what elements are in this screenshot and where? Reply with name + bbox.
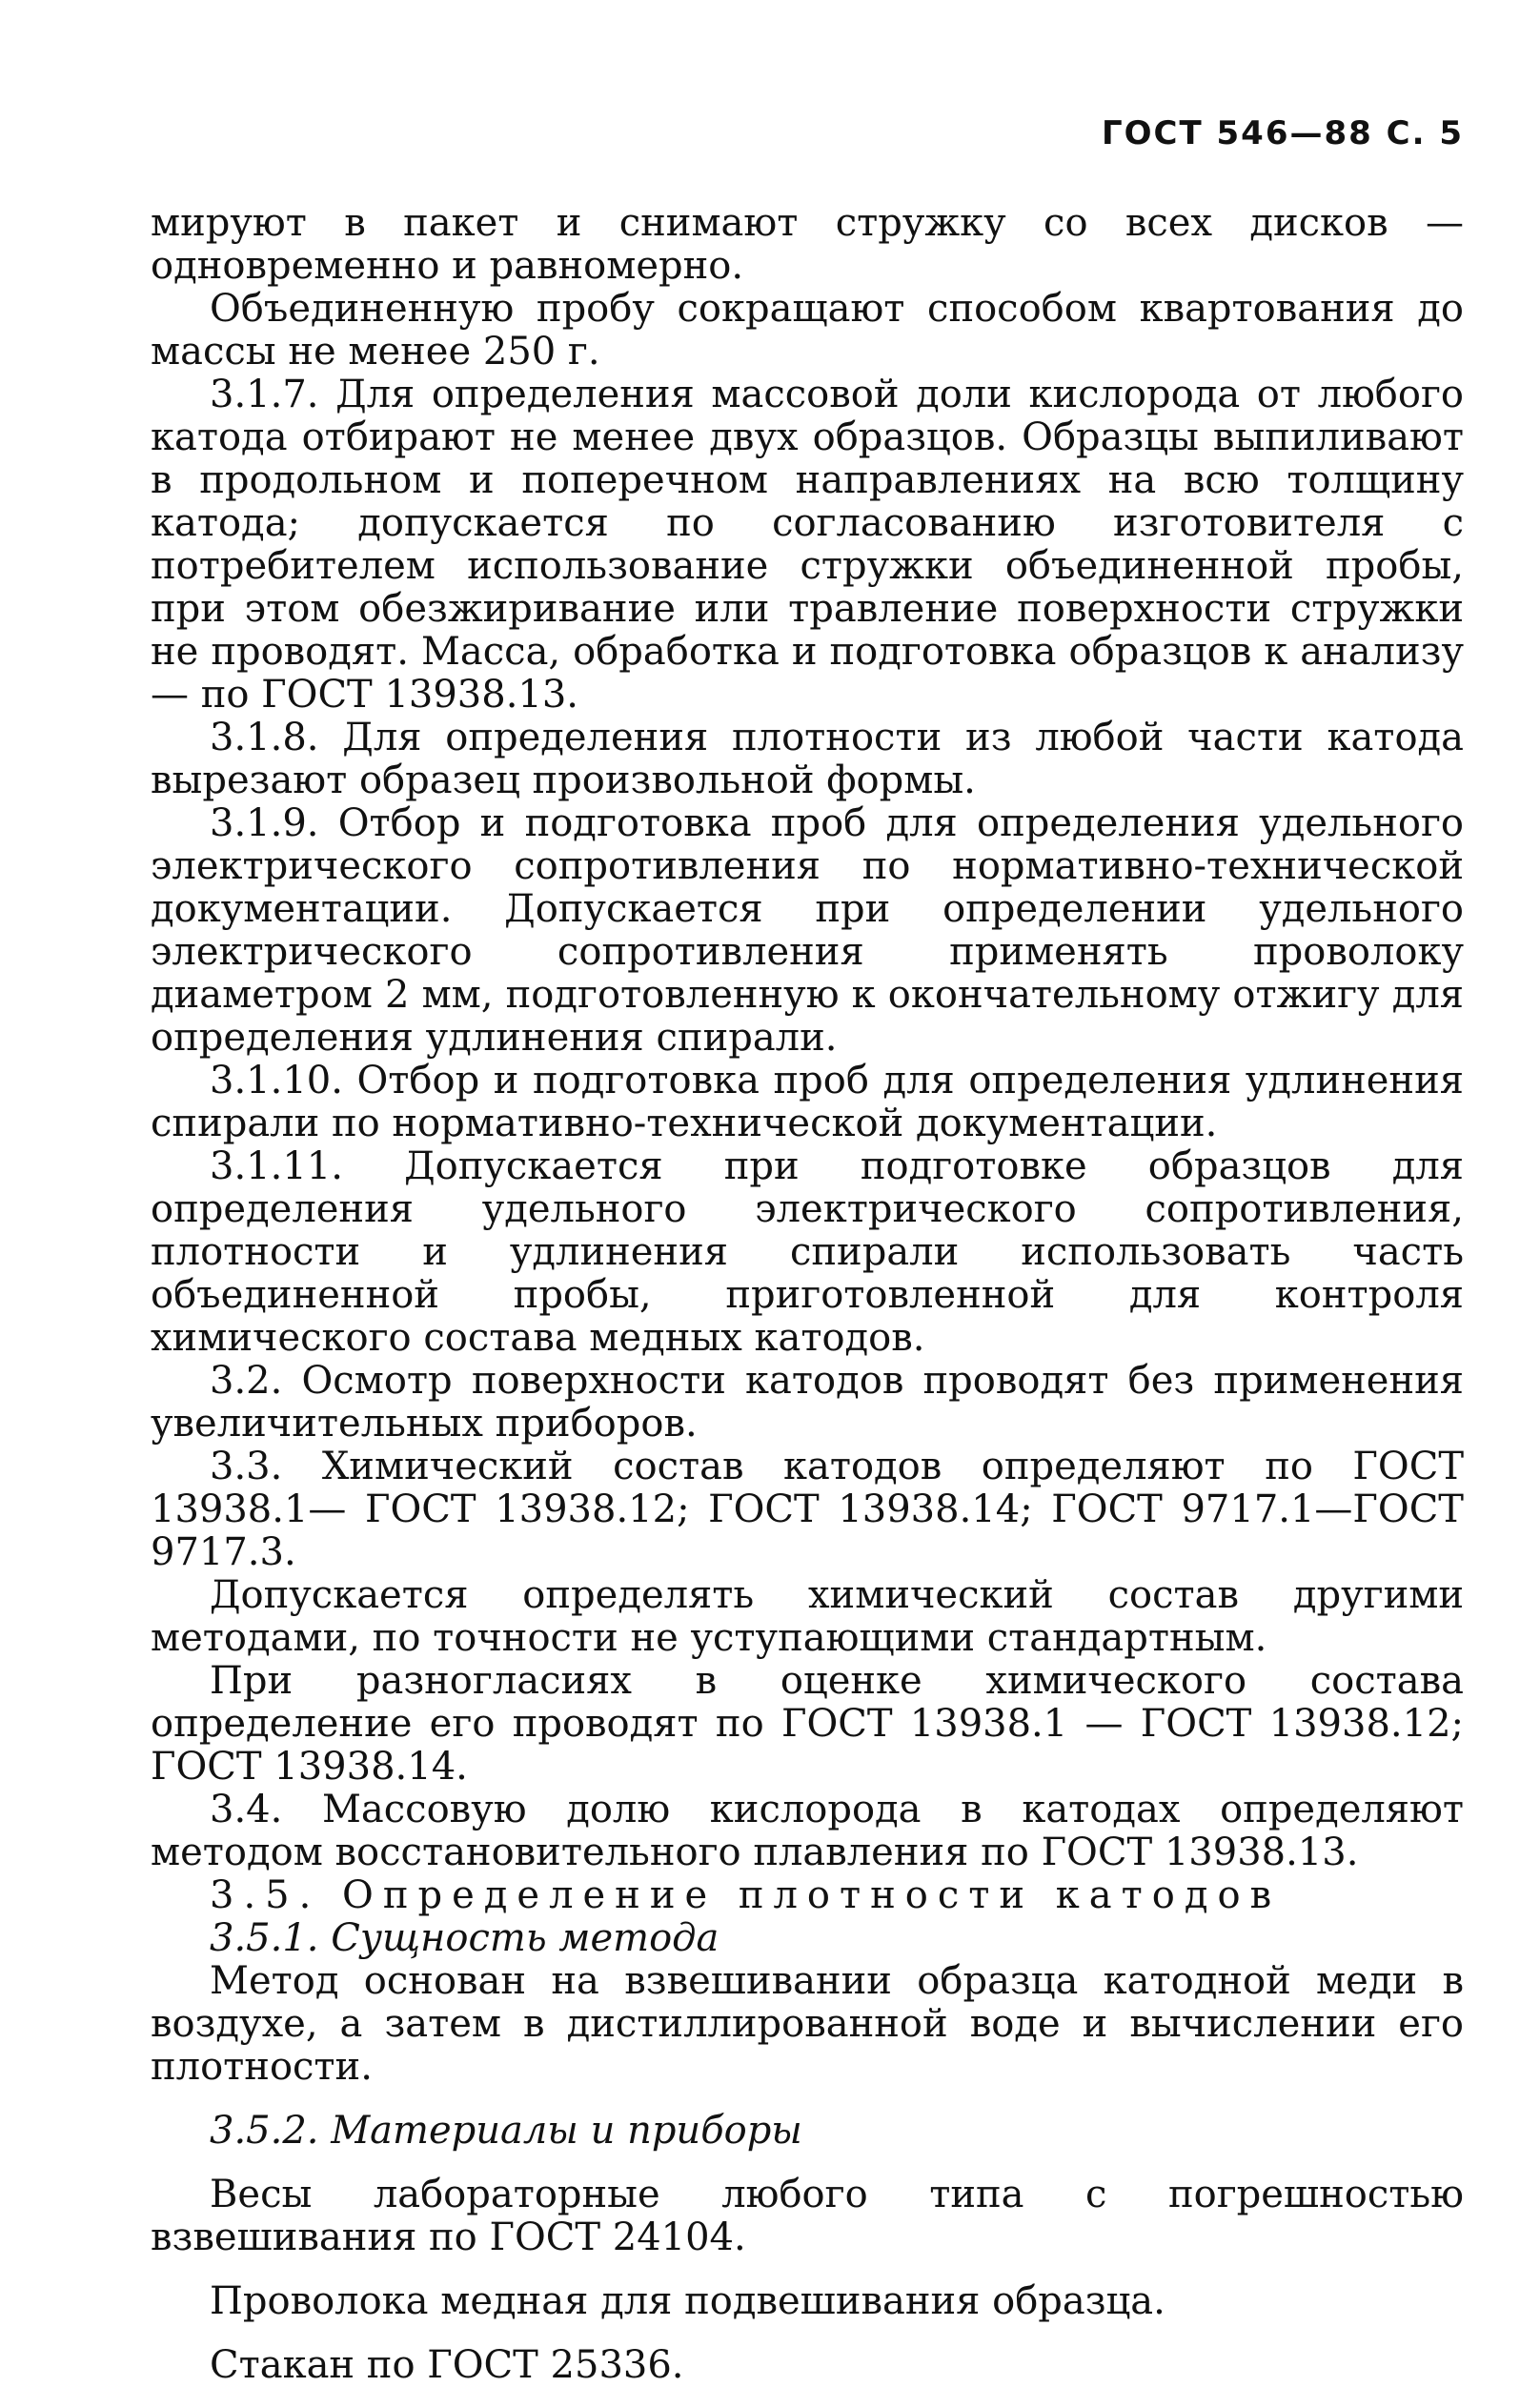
document-body — [151, 202, 1464, 2387]
page-header: ГОСТ 546—88 С. 5 — [1101, 114, 1464, 152]
clause-3-4: 3.4. Массовую долю кислорода в катодах определяют методом восстановительного плавления по ГОСТ 13938.13. — [151, 1788, 1464, 1874]
paragraph: Объединенную пробу сокращают способом квартования до массы не менее 250 г. — [151, 287, 1464, 374]
clause-3-2: 3.2. Осмотр поверхности катодов проводят без применения увеличительных приборов. — [151, 1359, 1464, 1446]
clause-3-1-10: 3.1.10. Отбор и подготовка проб для определения удлинения спирали по нормативно-технической документации. — [151, 1059, 1464, 1145]
paragraph: Весы лабораторные любого типа с погрешностью взвешивания по ГОСТ 24104. — [151, 2173, 1464, 2259]
clause-3-1-11: 3.1.11. Допускается при подготовке образцов для определения удельного электрического сопротивления, плотности и удлинения спирали использовать часть объединенной пробы, приготовленной для контроля химического состава медных катодов. — [151, 1144, 1464, 1360]
section-heading-3-5: 3.5. Определение плотности катодов — [210, 1873, 1282, 1917]
paragraph: Метод основан на взвешивании образца катодной меди в воздухе, а затем в дистиллированной воде и вычислении его плотности. — [151, 1959, 1464, 2089]
paragraph: При разногласиях в оценке химического состава определение его проводят по ГОСТ 13938.1 — ГОСТ 13938.12; ГОСТ 13938.14. — [151, 1659, 1464, 1789]
paragraph: Стакан по ГОСТ 25336. — [210, 2343, 684, 2387]
clause-3-1-9: 3.1.9. Отбор и подготовка проб для определения удельного электрического сопротивления по нормативно-технической документации. Допускается при определении удельного электрического сопротивления применять проволоку диаметром 2 мм, подготовленную к окончательному отжигу для определения удлинения спирали. — [151, 801, 1464, 1060]
clause-3-3: 3.3. Химический состав катодов определяют по ГОСТ 13938.1— ГОСТ 13938.12; ГОСТ 13938.14; ГОСТ 9717.1—ГОСТ 9717.3. — [151, 1445, 1464, 1574]
paragraph: Проволока медная для подвешивания образца. — [210, 2279, 1165, 2323]
clause-3-1-8: 3.1.8. Для определения плотности из любой части катода вырезают образец произвольной формы. — [151, 716, 1464, 802]
subheading-3-5-2: 3.5.2. Материалы и приборы — [210, 2109, 802, 2153]
paragraph: мируют в пакет и снимают стружку со всех дисков — одновременно и равномерно. — [151, 201, 1464, 288]
subheading-3-5-1: 3.5.1. Сущность метода — [210, 1916, 719, 1960]
paragraph: Допускается определять химический состав другими методами, по точности не уступающими стандартным. — [151, 1573, 1464, 1660]
clause-3-1-7: 3.1.7. Для определения массовой доли кислорода от любого катода отбирают не менее двух образцов. Образцы выпиливают в продольном и поперечном направлениях на всю толщину катода; допускается по согласованию изготовителя с потребителем использование стружки объединенной пробы, при этом обезжиривание или травление поверхности стружки не проводят. Масса, обработка и подготовка образцов к анализу — по ГОСТ 13938.13. — [151, 373, 1464, 717]
